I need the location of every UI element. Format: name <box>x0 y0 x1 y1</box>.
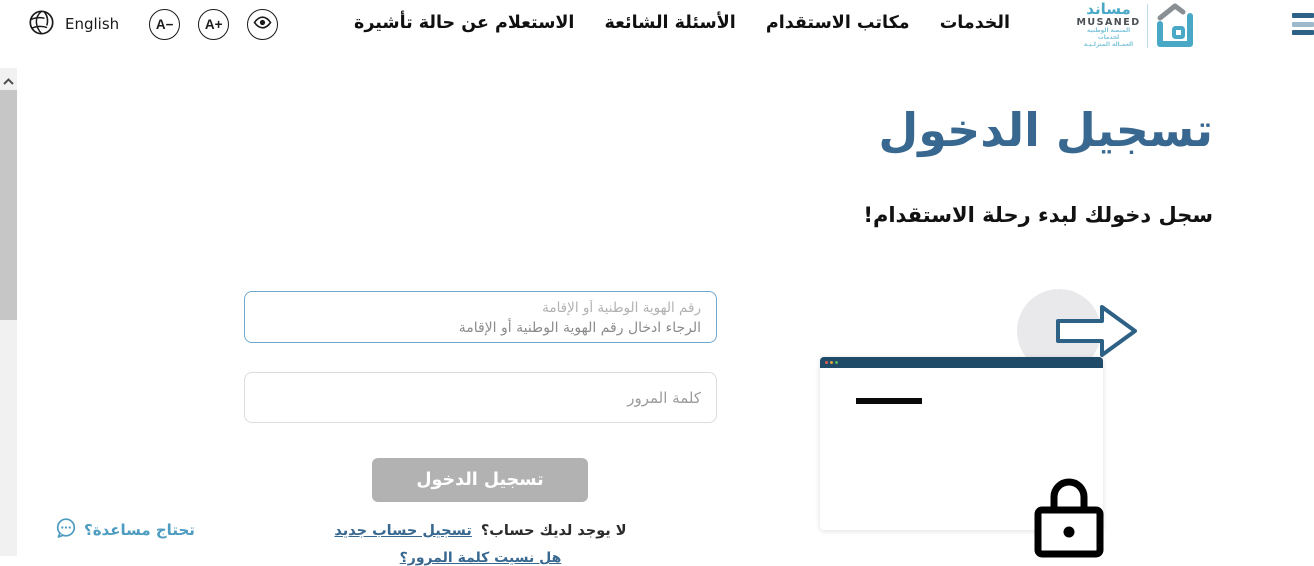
page-subtitle: سجل دخولك لبدء رحلة الاستقدام! <box>863 203 1213 227</box>
logo-divider <box>1147 4 1148 48</box>
font-decrease-button[interactable]: A− <box>149 9 180 40</box>
forgot-password-row <box>244 550 717 566</box>
nav-item-services[interactable]: الخدمات <box>939 13 1010 33</box>
eye-icon <box>253 13 272 35</box>
accessibility-eye-button[interactable] <box>247 9 278 40</box>
login-illustration <box>818 285 1148 556</box>
need-help-widget[interactable] <box>55 517 195 543</box>
traffic-light-yellow <box>830 361 833 364</box>
illustration-text-line <box>856 398 922 404</box>
musaned-house-icon <box>1154 2 1196 56</box>
scrollbar-up-button[interactable] <box>0 68 17 90</box>
musaned-logo[interactable] <box>1076 2 1196 56</box>
national-id-helper-text: الرجاء ادخال رقم الهوية الوطنية أو الإقامة <box>458 320 701 336</box>
traffic-light-red <box>825 361 828 364</box>
forgot-password-link[interactable]: هل نسيت كلمة المرور؟ <box>399 550 562 566</box>
register-prompt: لا يوجد لديك حساب؟ <box>480 523 627 539</box>
hamburger-menu-icon[interactable] <box>1304 13 1314 35</box>
register-row <box>244 523 717 539</box>
scrollbar-thumb[interactable] <box>0 90 17 320</box>
need-help-label: تحتاج مساعدة؟ <box>84 521 195 539</box>
logo-tagline-line1: المنصة الوطنية لخدمات <box>1086 28 1131 41</box>
page-scrollbar[interactable] <box>0 68 17 556</box>
hamburger-bar <box>1292 22 1314 27</box>
language-switch[interactable] <box>28 9 119 40</box>
language-label[interactable]: English <box>65 15 120 33</box>
top-navbar <box>0 0 1314 68</box>
logo-arabic-name: مساند <box>1086 0 1131 18</box>
globe-icon <box>28 9 55 40</box>
register-new-account-link[interactable]: تسجيل حساب جديد <box>334 523 472 539</box>
hamburger-bar <box>1292 30 1314 35</box>
chevron-up-icon <box>3 70 14 89</box>
arrow-right-icon <box>1056 304 1138 362</box>
login-button[interactable]: تسجيل الدخول <box>372 458 588 502</box>
traffic-light-green <box>835 361 838 364</box>
accessibility-controls <box>28 6 278 42</box>
logo-english-name: MUSANED <box>1076 17 1141 28</box>
main-navigation <box>354 0 1010 46</box>
nav-item-visa-status-inquiry[interactable]: الاستعلام عن حالة تأشيرة <box>354 13 575 33</box>
national-id-field-box <box>244 291 717 343</box>
hamburger-bar <box>1292 13 1314 18</box>
font-increase-button[interactable]: A+ <box>198 9 229 40</box>
password-input[interactable] <box>260 389 701 407</box>
chat-bubble-icon <box>55 517 77 543</box>
password-field-box <box>244 372 717 423</box>
logo-tagline-line2: العمـالة المنزلـيـة <box>1083 42 1134 48</box>
padlock-icon <box>1033 471 1105 561</box>
nav-item-recruitment-offices[interactable]: مكاتب الاستقدام <box>765 13 910 33</box>
page-title: تسجيل الدخول <box>878 103 1213 157</box>
national-id-input[interactable] <box>255 299 701 317</box>
nav-item-faq[interactable]: الأسئلة الشائعة <box>604 13 736 33</box>
musaned-wordmark <box>1076 2 1141 49</box>
